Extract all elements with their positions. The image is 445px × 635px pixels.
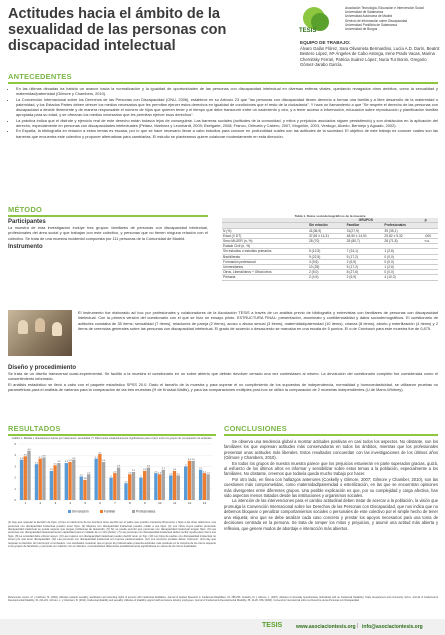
instrumento-heading: Instrumento bbox=[8, 243, 43, 250]
participantes-text: La muestra de esta investigación incluye tres grupos: familiares de personas con discapacidad intelectual, profesionales del área social y que trabajan con este colectivo, y personas que no tienen ninguna relación con el colectivo. Se trata de una muestra incidental compuesta por 111 personas de la Comunidad de Madrid. bbox=[8, 225, 208, 241]
data-label: 4.1 bbox=[98, 452, 102, 455]
table-cell: 41(36,9) bbox=[308, 228, 346, 233]
bar-10-0 bbox=[154, 473, 157, 500]
data-label: 2.3 bbox=[128, 472, 132, 475]
table-cell: Formación profesional bbox=[222, 259, 308, 264]
bar-5-2 bbox=[87, 474, 90, 500]
x-tick-label: 9 bbox=[144, 501, 146, 506]
org-line: Universidad de Burgos bbox=[345, 27, 378, 32]
table-cell: 28 (70) bbox=[308, 239, 346, 244]
x-tick-label: 13 bbox=[202, 501, 207, 506]
antecedentes-bullet: • En las últimas décadas ha habido un avance hacia la normalización y la igualdad de oportunidades de las personas con discapacidad intelectual en diversas esferas vitales, quedando rezagados otros ámbitos, como la sexualidad y maternidad/paternidad (Gilmore y Chambers, 2010). bbox=[16, 86, 438, 97]
bar-3-1 bbox=[53, 465, 56, 500]
conclusiones-section bbox=[224, 424, 438, 531]
bar-12-1 bbox=[188, 461, 191, 500]
tesis-logo bbox=[297, 7, 341, 35]
bar-8-0 bbox=[124, 483, 127, 500]
conclusion-paragraph: Se observa una tendencia global a mostrar actitudes positivas en casi todos los aspectos. No obstante, son los familiares los que expresan actitudes más conservadoras en todos los ámbitos, mientras que los profesionales presentan unas actitudes más liberales. Estos resultados concuerdan con las investigaciones de los últimos años (Gilmore y Chambers, 2010). bbox=[224, 439, 438, 461]
data-label: 3.5 bbox=[187, 459, 191, 462]
table-cell: 5 (17,2) bbox=[346, 254, 384, 259]
data-label: 3.6 bbox=[20, 458, 24, 461]
legend-swatch bbox=[100, 510, 103, 513]
bar-9-1 bbox=[143, 471, 146, 500]
table-cell: 2 (4,9) bbox=[308, 275, 346, 280]
table-cell: .000 bbox=[424, 233, 438, 238]
diseno-text: Se trata de un diseño transversal cuasi-experimental. Se facilitó a la muestra el cuestionario en un sobre abierto que debían devolver cerrado una vez contestasen al mismo. La devolución del cuestionario completo fue considerada como el consentimiento informado. bbox=[8, 371, 438, 382]
bar-7-1 bbox=[113, 473, 116, 500]
data-label: 3.4 bbox=[68, 460, 72, 463]
table-cell: 1 (2,6) bbox=[383, 249, 423, 254]
table-cell: 28 (71,8) bbox=[383, 239, 423, 244]
table-cell: Sin estudios o estudios primarios bbox=[222, 249, 308, 254]
bar-10-1 bbox=[158, 474, 161, 500]
table-cell: 31(27,9) bbox=[346, 228, 384, 233]
resultados-heading: RESULTADOS bbox=[8, 424, 61, 433]
data-label: 2.2 bbox=[176, 473, 180, 476]
conclusion-paragraph: La intención de las intervenciones para el cambio actitudinal deben tratar de acercar a la población, la visión que promulga la Convención Internacional sobre los Derechos de las Personas con Discapacidad, que nos indica que no debemos bloquear o penalizar comportamientos sociales o personales de este colectivo por el simple hecho de tener una etiqueta; sino que se debe analizar cada caso concreto y prestar los apoyos necesarios para una toma de decisiones centrada en la persona. Se trata de romper los mitos y prejuicios, y asumir una actitud más abierta y reflexiva, que genere modos de abordaje e interacción más abiertos. bbox=[224, 498, 438, 531]
website-link[interactable]: www.asociaciontesis.org bbox=[296, 624, 356, 630]
bar-8-1 bbox=[128, 474, 131, 500]
instrument-photo bbox=[8, 310, 72, 356]
table-cell: Sexo MUJER (n, %) bbox=[222, 239, 308, 244]
bar-2-2 bbox=[42, 455, 46, 501]
table-column-header: Profesionales bbox=[383, 223, 423, 228]
data-label: 2.3 bbox=[158, 472, 162, 475]
table-caption: Tabla 1. Datos sociodemográficos de la muestra bbox=[294, 214, 366, 218]
table-cell: N (%) bbox=[222, 228, 308, 233]
table-cell: Otros, Liberal/otros + Oficio/otros bbox=[222, 270, 308, 275]
data-label: 3.3 bbox=[64, 461, 68, 464]
bar-1-0 bbox=[20, 460, 23, 500]
bar-7-0 bbox=[109, 478, 112, 500]
bar-3-2 bbox=[57, 463, 60, 500]
legend-label: Familiar bbox=[104, 509, 116, 514]
bar-13-2 bbox=[206, 474, 209, 500]
antecedentes-bullet: • La práctica indica que el disfrute y ejercicio real de este derecho están todavía lejos de conseguirse. Las barreras sociales (actitudes de la comunidad, y mitos y prejuicios asociados siguen persistiendo) y son obstáculos en la aplicación del derecho, especialmente en personas con discapacidades intelectuales (Peláez, Martínez y Leonhardt, 2009; Esetgarte, 2008; Franco, Orihuela y Cabero, 2007, Mogollón, 2003, Verdugo, Alcedo, Bermejo y Aguado, 2002). bbox=[16, 118, 438, 129]
x-tick-label: 3 bbox=[54, 501, 57, 506]
team-heading: EQUIPO DE TRABAJO: bbox=[300, 40, 351, 45]
table-cell: 0 (0,0) bbox=[383, 270, 423, 275]
metodo-heading: MÉTODO bbox=[8, 205, 42, 214]
bar-10-2 bbox=[162, 470, 165, 500]
data-label: 2.6 bbox=[172, 469, 177, 472]
results-analysis-text: (1) Hay que respetar la decisión de hijos. (2) En el matrimonio de los hombres tiene sentido ser el padre que pueden orientarse libremente o hijos a las otras relaciones. Las personas con discapacidad intelectual pueden tener hijos. (3) Mujeres con discapacidad intelectual pueden cuidar a sus hijos. (4) Los niños cuyos padres presentan discapacidad intelectual se puede esperar que tengan problemas de desarrollo. (5) No se puede permitir que personas con discapacidad intelectual tengan hijos. (6) Las personas con discapacidad intelectual tienen capacidad para el cuidado de un niño (bebé). (7) Las personas con discapacidad intelectual deben recibir ayuda para criar a sus hijos. (8) La sociedad debe ofrecer apoyo. (9) Las mujeres con discapacidad intelectual pueden decidir tener un hijo. (10) Los hijos de padres con discapacidad intelectual no tienen por qué tener discapacidad. (11) Las personas con discapacidad intelectual son buenos padres/madres. (12) Los servicios sociales deben intervenir. (13) Hay que respetar su decisión de interrumpir el embarazo. Los resultados muestran que el grupo de profesionales presenta actitudes más positivas en la mayoría de los ítems respecto a los grupos de familiares y personas sin relación con el colectivo, encontrándose diferencias estadísticamente significativas en varios de los ítems analizados. bbox=[8, 521, 216, 549]
data-label: 2.4 bbox=[154, 471, 158, 474]
bar-4-1 bbox=[68, 462, 71, 500]
bar-12-0 bbox=[184, 464, 187, 501]
data-label: 2.6 bbox=[49, 469, 53, 472]
x-tick-label: 11 bbox=[173, 501, 177, 506]
table-cell: 1 (2,6) bbox=[383, 265, 423, 270]
data-label: 2.5 bbox=[131, 470, 135, 473]
org-line: Asociación Tecnología, Educación e Intervención Social bbox=[345, 6, 424, 10]
figure-caption: Gráfico 1. Medias y desviaciones típicas por tratamiento: sexualidad (*). Diferencias estadísticamente significativas para el ítem entre los grupos de comparación de actitudes. bbox=[11, 437, 213, 440]
data-label: 2.7 bbox=[161, 468, 165, 471]
x-tick-label: 8 bbox=[129, 501, 131, 506]
table-cell: 0 (0,0) bbox=[383, 259, 423, 264]
org-line: Universidad de Salamanca bbox=[345, 10, 384, 15]
bar-5-1 bbox=[83, 480, 86, 500]
bar-5-0 bbox=[79, 474, 83, 501]
x-tick-label: 12 bbox=[187, 501, 192, 506]
bar-6-2 bbox=[102, 462, 105, 500]
bar-2-0 bbox=[35, 464, 38, 500]
table-p-header: p bbox=[424, 218, 438, 223]
x-tick-label: 4 bbox=[69, 501, 72, 506]
bar-1-1 bbox=[23, 454, 27, 501]
bar-7-2 bbox=[117, 465, 121, 500]
data-label: 3.5 bbox=[191, 459, 195, 462]
conclusiones-heading: CONCLUSIONES bbox=[224, 424, 287, 433]
table-cell: 29,82 ± 9,32 bbox=[383, 233, 423, 238]
data-label: 2.1 bbox=[79, 474, 83, 477]
data-label: 3.7 bbox=[38, 456, 42, 459]
data-label: 3.2 bbox=[34, 462, 38, 465]
table-cell: 8 (27,6) bbox=[346, 270, 384, 275]
antecedentes-bullet: • En España, la bibliografía en relación a estos temas es escasa, por lo que se hace necesario llevar a cabo estudios para conocer en profundidad cuáles son las actitudes de la sociedad. El objetivo de este trabajo es conocer cuáles son las barreras que encuentra este colectivo y proponer alternativas para cambiarlas. El estudio se planteamos quiere colaborar modestamente en esta dirección. bbox=[16, 128, 438, 139]
table-cell: n.s. bbox=[424, 239, 438, 244]
data-label: 2.9 bbox=[146, 465, 150, 468]
data-label: 3.8 bbox=[42, 455, 46, 458]
table-cell: 4 (10,3) bbox=[383, 275, 423, 280]
bar-13-1 bbox=[203, 473, 206, 500]
data-label: 2.6 bbox=[143, 469, 147, 472]
resultados-section bbox=[8, 424, 216, 548]
org-line: Universidad Pontificia de Salamanca bbox=[345, 22, 397, 27]
logo-text: TESIS bbox=[299, 28, 317, 34]
results-bar-chart bbox=[8, 440, 216, 516]
conclusion-paragraph: Por otro lado, en línea con hallazgos anteriores (Coskelly y Gilmore, 2007; Gilmore y Chamber, 2010), son las cuestiones más comprometidas, como maternidad/paternidad o esterilización, en las que se encuentran opiniones más divergentes entre diferentes grupos. Una posible explicación es que, por su complejidad y carga afectiva, han sido aspectos menos tratados desde las instituciones y organismos sociales. bbox=[224, 476, 438, 499]
antecedentes-heading: ANTECEDENTES bbox=[8, 72, 72, 81]
table-cell: 9 (22,5) bbox=[308, 254, 346, 259]
table-cell: 2 (6,9) bbox=[346, 275, 384, 280]
bar-9-0 bbox=[139, 478, 142, 500]
table-cell: 5 (17,2) bbox=[346, 265, 384, 270]
antecedentes-section bbox=[8, 72, 438, 139]
x-tick-label: 5 bbox=[84, 501, 86, 506]
x-tick-label: 2 bbox=[39, 501, 42, 506]
bar-4-0 bbox=[65, 463, 68, 500]
bar-1-2 bbox=[27, 451, 30, 500]
antecedentes-bullet: • La Convención Internacional sobre los Derechos de las Personas con Discapacidad (ONU, 2006), establece en su Artículo 23 que "las personas con discapacidad tienen derecho a formar una familia y a libre desarrollo de la maternidad o paternidad, y los Estados Partes deben ofrecer los medios necesarios que les permitan ejercer estos derechos en igualdad de condiciones que el resto de la ciudadanía". Y hace un llamamiento a que "Se respete el derecho de las personas con discapacidad a decidir libremente y de manera responsable el número de hijos que quieren tener y el tiempo que debe transcurrir entre un nacimiento y otro, y a tener acceso a información, educación sobre reproducción y planificación familiar apropiada para su edad, y se ofrezcan los medios necesarios que les permitan ejercer esos derechos". bbox=[16, 97, 438, 118]
table-cell: 2 (6,9) bbox=[346, 259, 384, 264]
diseno-heading: Diseño y procedimiento bbox=[8, 365, 77, 371]
bar-8-2 bbox=[132, 472, 135, 500]
data-label: 3.1 bbox=[53, 463, 57, 466]
table-cell: 10 (25) bbox=[308, 265, 346, 270]
legend-swatch bbox=[132, 510, 135, 513]
table-column-header: Familiar bbox=[346, 223, 384, 228]
table-cell bbox=[424, 275, 438, 280]
team-members: Álvaro Galán Flórez, Sara Olivarrieta Bermardino, Lucía A.D. Darín, Beatriz Bestero López, Mª Ángeles de Cabo Astorga, Irene Prado Vacas, Marina Chernitsky Ferrari, Patricia Suárez López, Nuria Tur Bonin, Gregorio Gómez-Jarabo García. bbox=[300, 45, 440, 68]
data-label: 2.3 bbox=[206, 472, 210, 475]
bar-11-1 bbox=[173, 471, 176, 500]
instrumento-text: El instrumento fue elaborado ad hoc por profesionales y colaboradores de la Asociación TESIS a través de un análisis previo de bibliografía y entrevistas con familiares de personas con discapacidad intelectual. Con la primera versión del cuestionario con el que se hizo un ensayo piloto. ESTRUCTURA FINAL: presentación, anonimato y confidencialidad y datos sociodemográficos. El cuestionario de actitudes constaba de 35 ítems: sexualidad (7 ítems), relaciones de pareja (2 ítems), acoso o abuso sexual (3 ítems), maternidad/paternidad (10 ítems), crianza (8 ítems), aborto y esterilización (4 ítems) y 2 ítems de creencias generales sobre las personas con discapacidad intelectual. El grado de acuerdo o desacuerdo se marcaba en una escala de 5 puntos. El α de Cronbach para este muestra fue de 0,875. bbox=[78, 310, 438, 331]
bar-11-2 bbox=[176, 473, 180, 501]
sociodemographic-table bbox=[222, 214, 438, 281]
bar-9-2 bbox=[146, 465, 150, 500]
data-label: 2 bbox=[140, 476, 142, 479]
poster-title: Actitudes hacia el ámbito de la sexualidad de las personas con discapacidad intelectual bbox=[8, 6, 227, 54]
data-label: 2.4 bbox=[113, 471, 117, 474]
organization-list bbox=[345, 6, 441, 31]
bar-12-2 bbox=[191, 461, 194, 500]
bar-6-0 bbox=[94, 456, 98, 500]
y-tick-label: 0 bbox=[14, 498, 16, 503]
table-cell: Primaria bbox=[222, 275, 308, 280]
bar-4-2 bbox=[72, 460, 75, 500]
data-label: 2.7 bbox=[199, 468, 203, 471]
x-tick-label: 1 bbox=[24, 501, 27, 506]
table-group-header: GRUPOS bbox=[308, 218, 424, 223]
bar-3-0 bbox=[50, 471, 53, 500]
data-label: 2.3 bbox=[87, 472, 91, 475]
x-tick-label: 7 bbox=[114, 501, 116, 506]
bar-13-0 bbox=[199, 470, 202, 500]
data-label: 1.8 bbox=[83, 478, 87, 481]
data-label: 2 bbox=[110, 476, 112, 479]
table-cell: 0 (0,0) bbox=[383, 254, 423, 259]
metodo-section bbox=[8, 205, 208, 250]
data-label: 3.7 bbox=[94, 456, 98, 459]
bar-2-1 bbox=[38, 456, 42, 500]
data-label: 1.5 bbox=[124, 481, 128, 484]
footer-logo: TESIS bbox=[262, 622, 283, 629]
data-label: 3.4 bbox=[102, 460, 106, 463]
org-line: Servicio de Información sobre Discapacidad bbox=[345, 18, 408, 23]
data-label: 2.9 bbox=[117, 465, 121, 468]
references: Referencias: Aunos, M. y Feldman, M. (2002). Attitudes towards sexuality, sterilization and parenting rights of persons with intellectual disabilities. Journal of Applied Research in Intellectual Disabilities, 15, 285-296. Cuskelly, M. y Gilmore, L. (2007). Attitudes to Sexuality Questionnaire (Individuals with an Intellectual Disability): Scale development and community norms. Journal of Intellectual & Developmental Disability, 32, 214-221. Gilmore, L. y Chambers, B. (2010). Intellectual disability and sexuality: Attitudes of disability support staff and leisure industry employees. Journal of Intellectual & Developmental Disability, 35, 22-28. ONU (2006). Convención Internacional sobre los Derechos de las Personas con Discapacidad. bbox=[8, 596, 438, 602]
table-cell: 4 (9,6) bbox=[308, 259, 346, 264]
table-cell: Estado Civil (n, %) bbox=[222, 244, 308, 249]
analisis-text: El análisis estadístico se llevó a cabo con el paquete estadístico SPSS 20.0. Dado el tamaño de la muestra y para superar el no cumplimiento de los supuestos de independencia, normalidad y homocedasticidad, se utilizaron pruebas no paramétricas para el análisis de varianza para la comparación de las tres muestras (H de Kruskal-Wallis), y para las comparaciones múltiples post-hoc se utilizó la comparación de 2 muestras independientes (U de Mann-Whitney). bbox=[8, 381, 438, 392]
table-cell: 48,90 ± 14,91 bbox=[346, 233, 384, 238]
table-cell: 7 (24,1) bbox=[346, 249, 384, 254]
data-label: 3.3 bbox=[57, 461, 61, 464]
y-tick-label: 4 bbox=[14, 453, 16, 458]
data-label: 2.4 bbox=[202, 471, 206, 474]
bar-11-0 bbox=[169, 473, 173, 501]
y-tick-label: 2 bbox=[14, 475, 16, 480]
y-tick-label: 3 bbox=[14, 464, 16, 469]
data-label: 2.2 bbox=[169, 473, 173, 476]
table-cell: 39 (35,1) bbox=[383, 228, 423, 233]
legend-label: Sin relación bbox=[72, 509, 89, 514]
data-label: 3.6 bbox=[72, 458, 76, 461]
table-cell: 25 (80,7) bbox=[346, 239, 384, 244]
data-label: 4.4 bbox=[27, 449, 31, 452]
bar-6-1 bbox=[98, 454, 101, 500]
table-cell: Bachillerato bbox=[222, 254, 308, 259]
table-cell: 2 (5,0) bbox=[308, 270, 346, 275]
diseno-section bbox=[8, 365, 438, 392]
data-label: 3.9 bbox=[23, 454, 27, 457]
legend-label: Profesionales bbox=[136, 509, 156, 514]
table-row bbox=[222, 275, 438, 280]
table-cell: Universitarios bbox=[222, 265, 308, 270]
table-cell: 5 (12,5) bbox=[308, 249, 346, 254]
y-tick-label: 5 bbox=[14, 442, 16, 447]
conclusion-paragraph: En todos los grupos de nuestra muestra parece que los prejuicios estuvieran en parte superados gracias, quizá, al esfuerzo de los últimos años en informar y sensibilizar sobre estos temas a la población, especialmente a los familiares. No obstante, creemos que todavía queda mucho trabajo por hacer. bbox=[224, 460, 438, 477]
team-block bbox=[300, 40, 440, 68]
x-tick-label: 10 bbox=[158, 501, 162, 506]
legend-swatch bbox=[68, 510, 71, 513]
table-cell: 37,65 ± 14,31 bbox=[308, 233, 346, 238]
x-tick-label: 6 bbox=[99, 501, 101, 506]
table-cell: Edad (X DT) bbox=[222, 233, 308, 238]
data-label: 3 bbox=[185, 464, 187, 467]
data-table bbox=[222, 218, 438, 280]
participantes-heading: Participantes bbox=[8, 219, 46, 225]
y-tick-label: 1 bbox=[14, 487, 16, 492]
org-line: Universidad Autónoma de Madrid bbox=[345, 14, 393, 19]
footer: www.asociaciontesis.org | info@asociaciontesis.org TESIS bbox=[0, 619, 445, 635]
table-column-header: Sin relación bbox=[308, 223, 346, 228]
email-link[interactable]: info@asociaciontesis.org bbox=[362, 624, 423, 630]
